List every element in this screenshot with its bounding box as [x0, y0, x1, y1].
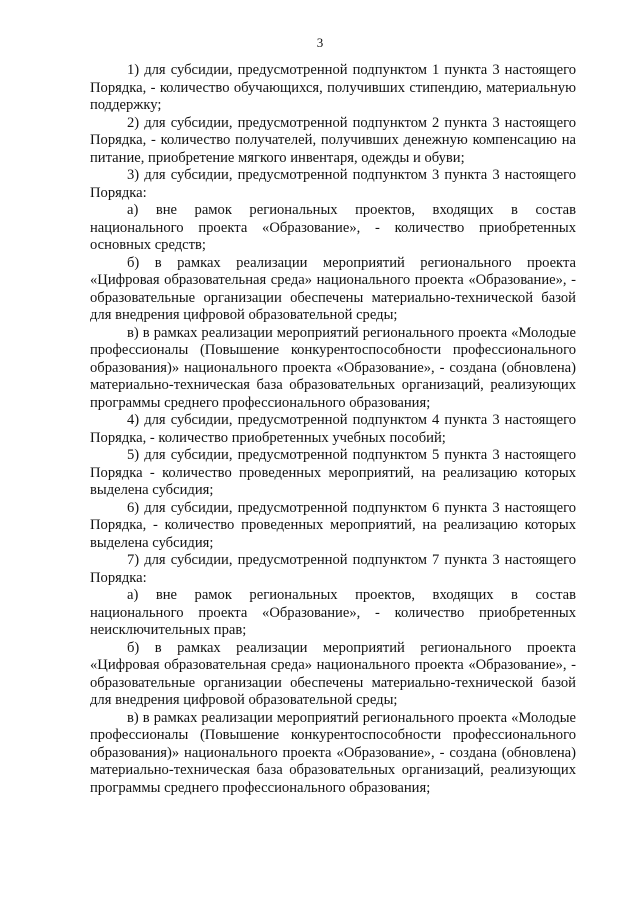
paragraph-1-7-v: в) в рамках реализации мероприятий регионального проекта «Молодые профессионалы (Повышение конкурентоспособности профессионального образования)» национального проекта «Образование», - создана (обновлена) материально-техническая база образовательных организаций, реализующих программы среднего профессионального образования;: [90, 709, 576, 796]
paragraph-1-6: 6) для субсидии, предусмотренной подпунктом 6 пункта 3 настоящего Порядка, - количество проведенных мероприятий, на реализацию которых выделена субсидия;: [90, 499, 576, 551]
paragraph-1-2: 2) для субсидии, предусмотренной подпунктом 2 пункта 3 настоящего Порядка, - количество получателей, получивших денежную компенсацию на питание, приобретение мягкого инвентаря, одежды и обуви;: [90, 114, 576, 166]
paragraph-1-1: 1) для субсидии, предусмотренной подпунктом 1 пункта 3 настоящего Порядка, - количество обучающихся, получивших стипендию, материальную поддержку;: [90, 62, 576, 113]
paragraph-1-5: 5) для субсидии, предусмотренной подпунктом 5 пункта 3 настоящего Порядка - количество проведенных мероприятий, на реализацию которых выделена субсидия;: [90, 447, 576, 498]
document-body: [90, 62, 576, 797]
paragraph-1-4: 4) для субсидии, предусмотренной подпунктом 4 пункта 3 настоящего Порядка, - количество приобретенных учебных пособий;: [90, 412, 576, 446]
paragraph-1-3-b: б) в рамках реализации мероприятий регионального проекта «Цифровая образовательная среда» национального проекта «Образование», - образовательные организации обеспечены материально-технической базой для внедрения цифровой образовательной среды;: [90, 254, 576, 323]
paragraph-1-7-a: а) вне рамок региональных проектов, входящих в состав национального проекта «Образование», - количество приобретенных неисключительных прав;: [90, 587, 576, 638]
paragraph-1-7-b: б) в рамках реализации мероприятий регионального проекта «Цифровая образовательная среда» национального проекта «Образование», - образовательные организации обеспечены материально-технической базой для внедрения цифровой образовательной среды;: [90, 639, 576, 708]
paragraph-1-3-v: в) в рамках реализации мероприятий регионального проекта «Молодые профессионалы (Повышение конкурентоспособности профессионального образования)» национального проекта «Образование», - создана (обновлена) материально-техническая база образовательных организаций, реализующих программы среднего профессионального образования;: [90, 324, 576, 411]
page-number: 3: [316, 35, 324, 50]
paragraph-1-7: 7) для субсидии, предусмотренной подпунктом 7 пункта 3 настоящего Порядка:: [90, 552, 576, 586]
paragraph-1-3: 3) для субсидии, предусмотренной подпунктом 3 пункта 3 настоящего Порядка:: [90, 167, 576, 201]
paragraph-1-3-a: а) вне рамок региональных проектов, входящих в состав национального проекта «Образование», - количество приобретенных основных средств;: [90, 202, 576, 253]
